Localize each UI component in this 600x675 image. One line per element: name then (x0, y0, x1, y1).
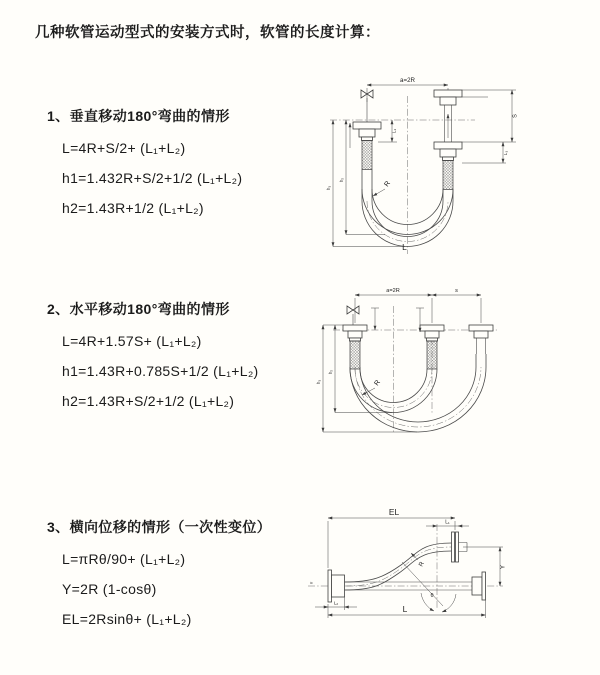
section-heading: 2、水平移动180°弯曲的情形 (47, 301, 230, 317)
valve-icon (347, 306, 359, 327)
label-radius: R (373, 379, 383, 388)
label-length: L (402, 242, 407, 252)
dimension-a-2r (355, 288, 432, 295)
label-s: S (512, 114, 519, 118)
formula-line: h2=1.43R+1/2 (L₁+L₂) (62, 200, 204, 216)
dimension-l2 (315, 597, 357, 610)
label-a2r: a=2R (386, 288, 400, 294)
label-radius: R (383, 180, 393, 189)
formula-line: L=4R+S/2+ (L₁+L₂) (62, 140, 186, 156)
angle-theta (421, 593, 456, 612)
diagram-horizontal-180-bend (315, 282, 535, 462)
section-heading: 3、横向位移的情形（一次性变位） (47, 519, 272, 535)
diagram-vertical-180-bend (315, 68, 530, 262)
formula-line: L=πRθ/90+ (L₁+L₂) (62, 551, 186, 567)
braided-hose-section (427, 341, 437, 369)
flange-fitting-right-lower (434, 142, 462, 190)
dimension-h1 (316, 325, 417, 432)
page-title: 几种软管运动型式的安装方式时，软管的长度计算： (35, 25, 380, 41)
braided-hose-section (362, 141, 372, 170)
label-l2: L₂ (333, 600, 339, 606)
dimension-s (462, 90, 519, 142)
radius-callout (373, 180, 392, 196)
flange-fitting-middle (420, 325, 444, 369)
braided-hose-section (443, 161, 453, 190)
flange-left (328, 570, 345, 602)
label-theta: θ (430, 593, 434, 599)
label-a2r: a=2R (400, 77, 415, 84)
flange-fitting-left (343, 325, 367, 369)
dimension-el (328, 507, 455, 568)
flange-fitting-right (469, 325, 493, 354)
dimension-l (328, 600, 486, 618)
section-lateral-displacement (47, 517, 337, 640)
formula-line: h1=1.432R+S/2+1/2 (L₁+L₂) (62, 170, 243, 186)
extension-lines (355, 298, 481, 323)
label-s: s (455, 288, 458, 294)
small-dimension-arrows (371, 308, 424, 332)
dimension-s (432, 288, 481, 295)
braided-hose-section (350, 341, 360, 369)
formula-line: L=4R+1.57S+ (L₁+L₂) (62, 333, 202, 349)
formula-line: h2=1.43R+S/2+1/2 (L₁+L₂) (62, 393, 235, 409)
label-radius: R (417, 560, 426, 568)
formula-line: h1=1.43R+0.785S+1/2 (L₁+L₂) (62, 363, 259, 379)
label-l1-left: L₁ (391, 128, 397, 134)
label-el: EL (388, 507, 400, 517)
label-l1: L₁ (445, 519, 450, 526)
label-y: Y (499, 564, 507, 570)
diagram-lateral-displacement (305, 500, 555, 645)
label-h2: h₂ (339, 177, 344, 183)
flange-fitting-right-upper (434, 90, 462, 105)
hose-s-curve (345, 543, 452, 590)
section-horizontal-movement (47, 299, 337, 422)
dimension-l1-right (462, 142, 508, 163)
formula-line: Y=2R (1-cosθ) (62, 581, 157, 597)
flange-fitting-left (353, 122, 381, 170)
break-mark: ≈ (310, 580, 313, 587)
formula-line: EL=2Rsinθ+ (L₁+L₂) (62, 611, 192, 627)
label-h1: h₁ (316, 379, 321, 385)
label-h1: h₁ (326, 185, 331, 191)
label-l: L (402, 604, 408, 614)
label-l1-right: L₁ (503, 150, 508, 156)
dimension-l1 (426, 520, 469, 527)
section-vertical-movement (47, 106, 337, 229)
section-heading: 1、垂直移动180°弯曲的情形 (47, 108, 230, 124)
label-h2: h₂ (328, 369, 333, 375)
